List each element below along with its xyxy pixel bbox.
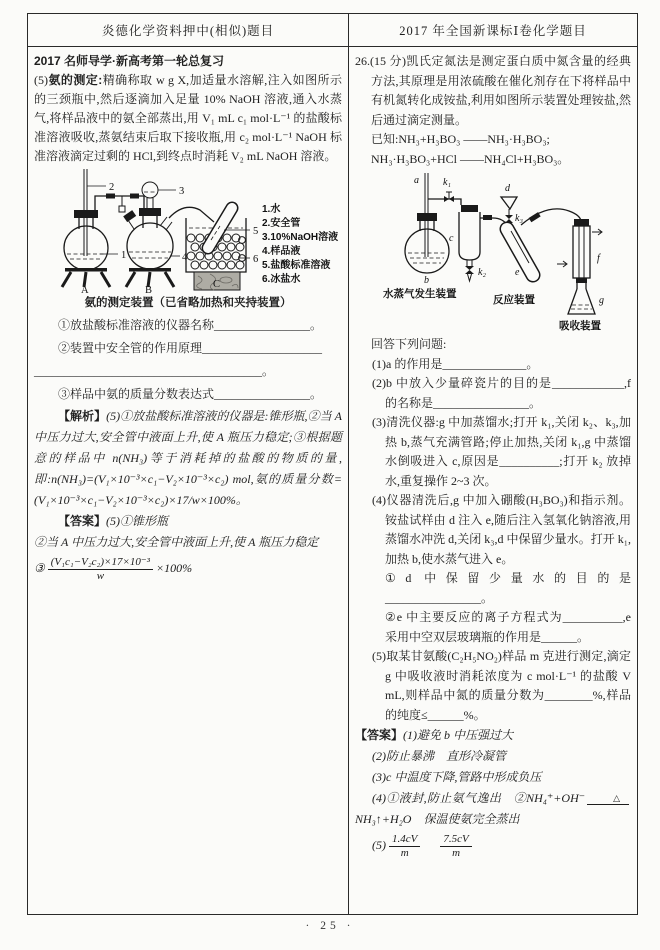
analysis-paragraph bbox=[34, 406, 342, 511]
heating-condition: △ bbox=[587, 793, 629, 805]
blank-question-1: ①放盐酸标准溶液的仪器名称________________。 bbox=[58, 318, 323, 332]
answer-line-4r bbox=[355, 788, 631, 830]
answer-4-lead: (4)①液封,防止氨气逸出 bbox=[372, 791, 514, 805]
legend-item-1: 1.水 bbox=[262, 204, 281, 215]
label-2: 2 bbox=[109, 182, 115, 193]
label-6: 6 bbox=[253, 254, 259, 265]
question-4: (4)仪器清洗后,g 中加入硼酸(H₃BO₃)和指示剂。铵盐试样由 d 注入 e,随后注入氢氧化钠溶液,用蒸馏水冲洗 d,关闭 k₃,d 中保留少量水。打开 k₁,加热 b,使水蒸气进入 e。 bbox=[372, 493, 631, 566]
legend-item-4: 4.样品液 bbox=[262, 246, 301, 257]
header-left-title: 炎德化学资料押中(相似)题目 bbox=[28, 14, 349, 46]
answer-5-fraction-1: $\frac{1.4cV}{m}$ bbox=[389, 833, 420, 860]
legend-item-5: 5.盐酸标准溶液 bbox=[262, 260, 331, 271]
answer-line-2r: (2)防止暴沸 直形冷凝管 bbox=[372, 749, 506, 763]
label-C: C bbox=[213, 279, 221, 290]
steam-device-caption: 水蒸气发生装置 bbox=[383, 288, 457, 300]
kjeldahl-apparatus-diagram bbox=[355, 169, 637, 335]
question-3: (3)清洗仪器:g 中加蒸馏水;打开 k₁,关闭 k₂、k₃,加热 b,蒸气充满管路;停止加热,关闭 k₁,g 中蒸馏水倒吸进入 c,原因是__________;打开 k₂ 放掉水,重复操作 2~3 次。 bbox=[372, 415, 631, 488]
label-b: b bbox=[424, 275, 429, 286]
label-g: g bbox=[599, 295, 604, 306]
blank-question-3: ③样品中氨的质量分数表达式________________。 bbox=[58, 387, 323, 401]
answer-head-text: (5)①锥形瓶 bbox=[106, 514, 169, 528]
answer-label: 【答案】 bbox=[58, 514, 107, 528]
label-5: 5 bbox=[253, 226, 259, 237]
ammonia-apparatus-diagram bbox=[34, 166, 343, 294]
series-title: 2017 名师导学·新高考第一轮总复习 bbox=[34, 54, 225, 68]
question-1: (1)a 的作用是______________。 bbox=[372, 356, 539, 371]
answer-3-fraction: $\frac{\text{(V₁c₁−V₂c₂)×17×10⁻³}}{w}$ bbox=[48, 556, 153, 583]
answer-line-2: ②当 A 中压力过大,安全管中液面上升,使 A 瓶压力稳定 bbox=[34, 535, 319, 549]
label-f: f bbox=[597, 253, 600, 264]
answer-3-suffix: ×100% bbox=[155, 561, 193, 575]
q26-body-text: (15 分)凯氏定氮法是测定蛋白质中氮含量的经典方法,其原理是用浓硫酸在催化剂存在下将样品中有机氮转化成铵盐,利用如图所示装置处理铵盐,然后通过滴定测量。 bbox=[370, 54, 631, 127]
label-A: A bbox=[81, 285, 89, 294]
answer-line-3 bbox=[34, 553, 342, 583]
condenser-f bbox=[557, 219, 602, 283]
water-in-arrow bbox=[557, 261, 567, 267]
flask-b bbox=[123, 182, 188, 294]
reaction-tube-e bbox=[507, 229, 533, 278]
connecting-tube-a-b bbox=[95, 194, 144, 213]
q5-number: (5) bbox=[34, 73, 48, 87]
label-e: e bbox=[515, 267, 520, 278]
table-header-row bbox=[28, 14, 637, 47]
label-d: d bbox=[505, 183, 510, 194]
label-k3: k₃ bbox=[515, 213, 523, 224]
label-4: 4 bbox=[182, 252, 188, 263]
water-out-arrow bbox=[592, 229, 602, 235]
conical-flask-g bbox=[568, 283, 604, 314]
known-equation-2: NH₃·H₃BO₃+HCl ——NH₄Cl+H₃BO₃。 bbox=[371, 151, 570, 166]
answer-label-right: 【答案】 bbox=[355, 728, 404, 742]
analysis-label: 【解析】 bbox=[58, 409, 107, 423]
absorb-device-caption: 吸收装置 bbox=[559, 320, 601, 332]
question-5r: (5)取某甘氨酸(C₂H₅NO₂)样品 m 克进行测定,滴定 g 中吸收液时消耗浓度为 c mol·L⁻¹ 的盐酸 V mL,则样品中氮的质量分数为________%,样品的纯度≤______%。 bbox=[372, 649, 631, 722]
label-a: a bbox=[414, 175, 419, 186]
answer-3-number: ③ bbox=[34, 561, 45, 575]
header-right-title: 2017 年全国新课标Ⅰ卷化学题目 bbox=[399, 24, 587, 38]
question-2: (2)b 中放入少量碎瓷片的目的是____________,f 的名称是________________。 bbox=[372, 376, 631, 410]
question-5-paragraph bbox=[34, 71, 342, 166]
analysis-text: (5)①放盐酸标准溶液的仪器是:锥形瓶,②当 A 中压力过大,安全管中液面上升,使 A 瓶压力稳定;③根据题意的样品中 n(NH₃)等于消耗掉的盐酸的物质的量,即:n(NH₃)=(V₁×10⁻³×c₁−V₂×10⁻³×c₂) mol,氨的质量分数=(V₁×10⁻³×c₁−V₂×10⁻³×c₂)×17/w×100%。 bbox=[34, 409, 342, 507]
q5-topic: 氨的测定: bbox=[48, 73, 103, 87]
question-26-paragraph bbox=[355, 52, 631, 130]
table-body-row bbox=[28, 47, 637, 914]
label-1: 1 bbox=[121, 250, 127, 261]
answer-4-equation-right: NH₃↑+H₂O 保温使氨完全蒸出 bbox=[355, 812, 520, 826]
steam-generator-flask-b bbox=[405, 173, 449, 286]
q26-number: 26. bbox=[355, 54, 370, 68]
page-number: · 25 · bbox=[305, 920, 355, 932]
beaker-c-ice-bath bbox=[186, 208, 258, 290]
label-3: 3 bbox=[179, 186, 185, 197]
right-column bbox=[349, 47, 637, 914]
q5-body-text: 精确称取 w g X,加适量水溶解,注入如图所示的三颈瓶中,然后逐滴加入足量 10% NaOH 溶液,通入水蒸气,将样品液中的氨全部蒸出,用 V₁ mL c₁ mol·L⁻¹ 的盐酸标准溶液吸收,蒸氨结束后取下接收瓶,用 c₂ mol·L⁻¹ NaOH 标准溶液滴定过剩的 HCl,到终点时消耗 V₂ mL NaOH 溶液。 bbox=[34, 73, 342, 163]
answer-line-5r bbox=[355, 830, 631, 860]
label-B: B bbox=[145, 285, 153, 294]
answer-line-1 bbox=[355, 725, 631, 746]
label-k2: k₂ bbox=[478, 267, 486, 278]
left-column bbox=[28, 47, 349, 914]
diagram-legend bbox=[262, 202, 338, 285]
answer-line-3r: (3)c 中温度下降,管路中形成负压 bbox=[372, 770, 542, 784]
answer-1-text: (1)避免 b 中压强过大 bbox=[403, 728, 514, 742]
answer-5-number: (5) bbox=[372, 838, 386, 852]
diagram-caption: 氨的测定装置（已省略加热和夹持装置） bbox=[84, 297, 292, 309]
blank-question-2-continued: ______________________________________。 bbox=[34, 364, 275, 378]
stopcock-k1 bbox=[428, 177, 461, 205]
answer-4-equation-left: ②NH₄⁺+OH⁻ bbox=[513, 791, 586, 805]
legend-item-6: 6.冰盐水 bbox=[262, 274, 301, 285]
answer-5-fraction-2: $\frac{7.5cV}{m}$ bbox=[440, 833, 471, 860]
connecting-tube-b-c bbox=[169, 207, 214, 222]
worksheet-table bbox=[27, 13, 638, 915]
legend-item-2: 2.安全管 bbox=[262, 218, 301, 229]
reaction-device-caption: 反应装置 bbox=[493, 294, 535, 306]
question-4-1: ①d 中保留少量水的目的是________________。 bbox=[385, 571, 631, 605]
question-4-2: ②e 中主要反应的离子方程式为__________,e 采用中空双层玻璃瓶的作用是______。 bbox=[385, 610, 631, 644]
blank-question-2: ②装置中安全管的作用原理____________________ bbox=[58, 341, 323, 355]
qa-intro: 回答下列问题: bbox=[371, 337, 447, 351]
known-equation-1: 已知:NH₃+H₃BO₃ ——NH₃·H₃BO₃; bbox=[371, 132, 550, 146]
legend-item-3: 3.10%NaOH溶液 bbox=[262, 232, 339, 243]
label-k1: k₁ bbox=[443, 177, 451, 188]
answer-head-line bbox=[34, 511, 342, 532]
connecting-tube-e-f bbox=[521, 209, 581, 225]
label-c: c bbox=[449, 233, 454, 244]
flask-a bbox=[62, 210, 126, 294]
